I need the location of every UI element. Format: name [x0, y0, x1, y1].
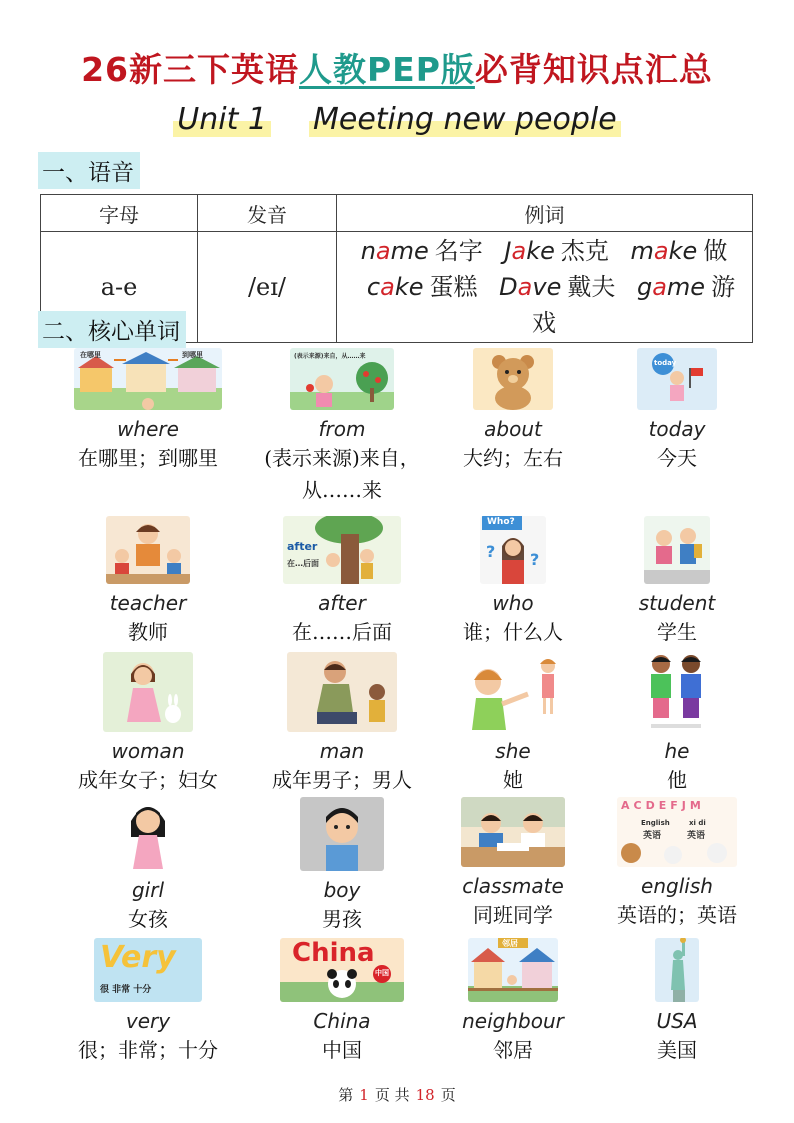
page-total: 18 — [415, 1086, 435, 1104]
example-cn: 游戏 — [532, 273, 736, 337]
where-pic-label-2: 到哪里 — [182, 351, 203, 359]
he-illustration — [637, 652, 717, 732]
who-illustration: Who? ? ? — [480, 516, 546, 584]
word-en: very — [125, 1009, 171, 1033]
where-pic-label-1: 在哪里 — [80, 351, 101, 359]
word-card-woman — [68, 652, 228, 796]
who-pic-label: Who? — [487, 517, 515, 527]
example-cn: 蛋糕 — [429, 273, 478, 301]
word-card-neighbour — [433, 938, 593, 1066]
unit-title: Meeting new people — [309, 102, 621, 137]
example-word: game — [636, 273, 706, 301]
china-pic-word: China — [292, 938, 375, 968]
word-zh: 英语的；英语 — [617, 903, 737, 927]
china-pic-label: 中国 — [375, 969, 389, 977]
word-card-classmate — [433, 797, 593, 931]
usa-illustration — [655, 938, 699, 1002]
word-en: USA — [656, 1009, 698, 1033]
word-en: she — [495, 739, 531, 763]
page-title — [0, 44, 794, 91]
english-pic-label-4: 英语 — [687, 831, 706, 841]
english-pic-label-1: English — [641, 819, 670, 827]
example-word: Jake — [504, 237, 555, 265]
boy-illustration — [300, 797, 384, 871]
man-illustration — [287, 652, 397, 732]
title-part3: 必背知识点汇总 — [474, 50, 713, 89]
footer-pre: 第 — [338, 1086, 354, 1104]
word-en: from — [318, 417, 366, 441]
word-en: after — [318, 591, 366, 615]
word-card-today — [597, 348, 757, 474]
examples-cell — [337, 232, 753, 343]
woman-illustration — [103, 652, 193, 732]
english-pic-label-2: 英语 — [643, 831, 662, 841]
word-en: where — [117, 417, 179, 441]
word-zh: 谁；什么人 — [463, 620, 563, 644]
example-cn: 做 — [703, 237, 728, 265]
word-card-he — [597, 652, 757, 796]
col-sound: 发音 — [198, 195, 337, 232]
word-zh: (表示来源)来自， — [264, 446, 420, 470]
after-illustration — [283, 516, 401, 584]
word-en: China — [313, 1009, 371, 1033]
word-en: about — [484, 417, 542, 441]
word-en: student — [638, 591, 716, 615]
word-card-where — [68, 348, 228, 474]
word-zh: 女孩 — [128, 907, 168, 931]
section-heading-words: 二、核心单词 — [38, 311, 186, 348]
word-zh: 男孩 — [322, 907, 362, 931]
title-part2: 人教PEP版 — [299, 50, 475, 89]
word-zh: 她 — [503, 768, 523, 792]
word-zh: 教师 — [128, 620, 168, 644]
word-en: today — [648, 417, 706, 441]
word-en: he — [664, 739, 690, 763]
word-en: classmate — [462, 874, 564, 898]
classmate-illustration — [461, 797, 565, 867]
unit-heading — [0, 102, 794, 137]
word-en: man — [319, 739, 365, 763]
girl-illustration — [121, 797, 175, 871]
word-zh: 在哪里；到哪里 — [78, 446, 218, 470]
word-en: girl — [131, 878, 165, 902]
word-card-after — [262, 516, 422, 648]
very-pic-label: 很 非常 十分 — [100, 985, 152, 995]
example-cn: 戴夫 — [567, 273, 616, 301]
word-card-china — [262, 938, 422, 1066]
unit-number: Unit 1 — [173, 102, 271, 137]
example-word: name — [360, 237, 429, 265]
word-card-about — [433, 348, 593, 474]
from-pic-label: (表示来源)来自，从……来 — [294, 353, 366, 360]
section-heading-phonics: 一、语音 — [38, 152, 140, 189]
she-illustration — [458, 652, 568, 732]
sound-cell: /eɪ/ — [198, 232, 337, 343]
word-zh: 成年女子；妇女 — [78, 768, 218, 792]
word-card-girl — [68, 797, 228, 935]
after-pic-label-1: after — [287, 540, 318, 553]
word-zh: 邻居 — [493, 1038, 533, 1062]
word-zh: 美国 — [657, 1038, 697, 1062]
word-zh: 很；非常；十分 — [78, 1038, 218, 1062]
neighbour-pic-label: 邻居 — [502, 939, 518, 948]
today-illustration — [637, 348, 717, 410]
very-pic-word: Very — [100, 940, 176, 975]
word-card-english — [597, 797, 757, 931]
word-card-student — [597, 516, 757, 648]
word-card-very — [68, 938, 228, 1066]
word-zh: 今天 — [657, 446, 697, 470]
student-illustration — [644, 516, 710, 584]
word-card-who — [433, 516, 593, 648]
word-en: english — [641, 874, 713, 898]
title-part1: 26新三下英语 — [81, 50, 299, 89]
word-card-usa — [597, 938, 757, 1066]
example-cn: 杰克 — [560, 237, 609, 265]
word-zh: 在……后面 — [292, 620, 392, 644]
word-card-boy — [262, 797, 422, 935]
word-zh: 大约；左右 — [463, 446, 563, 470]
word-zh: 成年男子；男人 — [272, 768, 412, 792]
word-en: teacher — [109, 591, 187, 615]
from-illustration — [290, 348, 394, 410]
word-en: neighbour — [462, 1009, 564, 1033]
word-zh: 学生 — [657, 620, 697, 644]
word-zh: 他 — [667, 768, 687, 792]
where-illustration — [74, 348, 222, 410]
word-zh: 同班同学 — [473, 903, 553, 927]
neighbour-illustration — [468, 938, 558, 1002]
page-number: 1 — [359, 1086, 369, 1104]
word-card-she — [433, 652, 593, 796]
page-footer — [0, 1084, 794, 1105]
china-illustration — [280, 938, 404, 1002]
col-examples: 例词 — [337, 195, 753, 232]
letter-cell: a-e — [41, 232, 198, 343]
today-pic-label: today — [654, 359, 677, 367]
example-word: make — [630, 237, 698, 265]
col-letter: 字母 — [41, 195, 198, 232]
example-cn: 名字 — [434, 237, 483, 265]
word-en: boy — [323, 878, 361, 902]
footer-mid: 页 共 — [374, 1086, 410, 1104]
teacher-illustration — [106, 516, 190, 584]
word-en: who — [492, 591, 534, 615]
english-pic-label-3: xi di — [689, 819, 706, 827]
word-card-man — [262, 652, 422, 796]
example-word: Dave — [499, 273, 562, 301]
about-illustration — [473, 348, 553, 410]
word-card-teacher — [68, 516, 228, 648]
word-en: woman — [111, 739, 185, 763]
example-word: cake — [366, 273, 424, 301]
word-zh-2: 从……来 — [302, 478, 382, 502]
word-card-from — [262, 348, 422, 506]
word-zh: 中国 — [322, 1038, 362, 1062]
footer-post: 页 — [440, 1086, 456, 1104]
english-illustration — [617, 797, 737, 867]
english-pic-letters: ACDEFJM — [621, 799, 705, 812]
after-pic-label-2: 在…后面 — [287, 559, 319, 568]
very-illustration — [94, 938, 202, 1002]
